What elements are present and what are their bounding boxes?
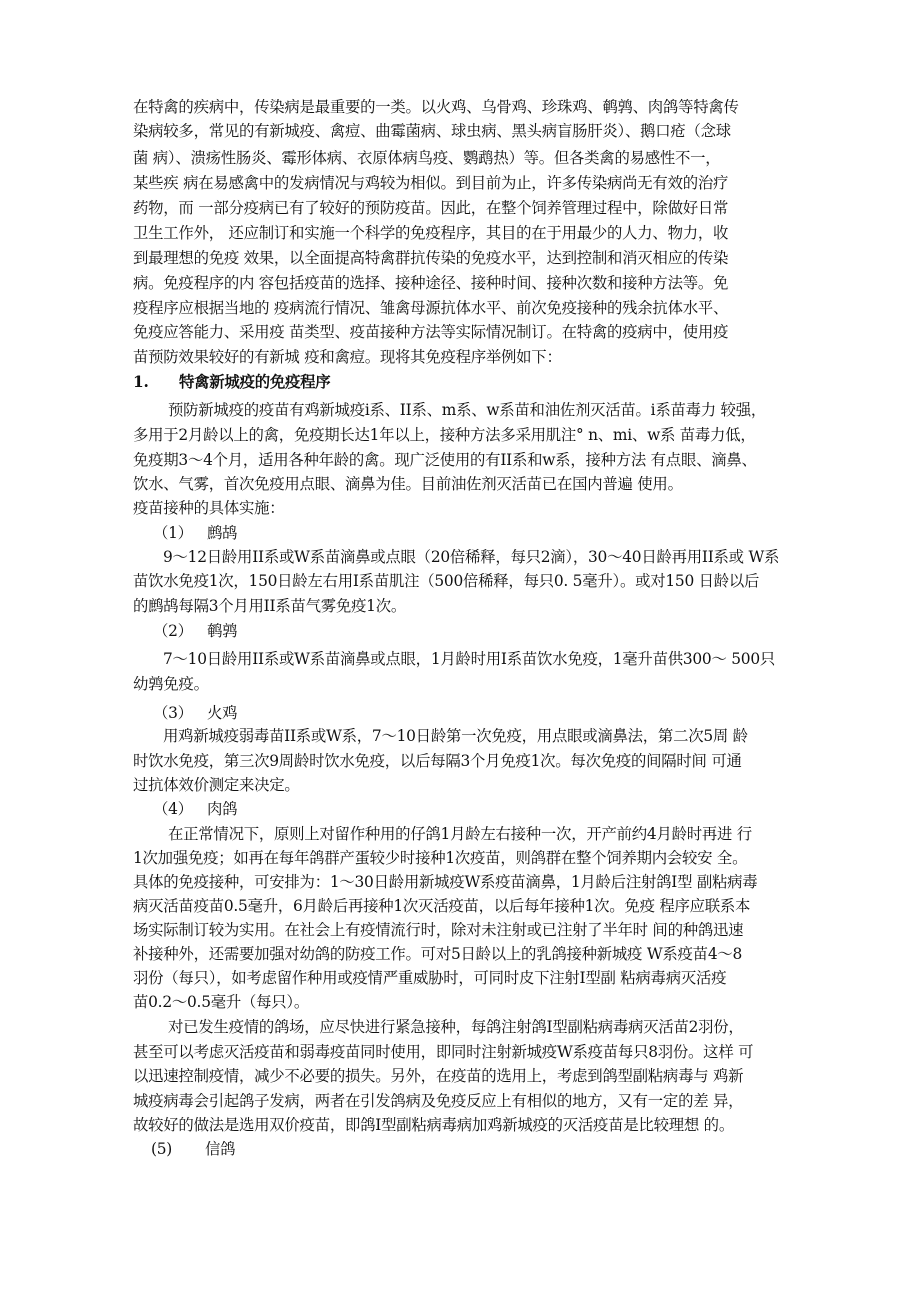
subsection-title: 火鸡 (207, 704, 238, 722)
subsection-number: (5) (151, 1140, 173, 1158)
subsection-line: 时饮水免疫，第三次9周龄时饮水免疫，以后每隔3个月免疫1次。每次免疫的间隔时间 可通 (133, 752, 742, 770)
intro-line: 到最理想的免疫 效果，以全面提高特禽群抗传染的免疫水平，达到控制和消灭相应的传染 (133, 249, 729, 267)
intro-line: 苗预防效果较好的有新城 疫和禽痘。现将其免疫程序举例如下： (133, 348, 562, 366)
subsection-number: （4） (153, 800, 193, 818)
subsection-heading (153, 797, 237, 821)
intro-line: 卫生工作外， 还应制订和实施一个科学的免疫程序，其目的在于用最少的人力、物力，收 (133, 224, 729, 242)
section-line: 疫苗接种的具体实施： (133, 499, 285, 517)
subsection-line: 7～10日龄用II系或W系苗滴鼻或点眼，1月龄时用I系苗饮水免疫，1毫升苗供300～ 500只 (163, 650, 776, 668)
section-heading (133, 370, 330, 394)
section-number: 1. (133, 373, 149, 391)
intro-line: 药物，而 一部分疫病已有了较好的预防疫苗。因此，在整个饲养管理过程中，除做好日常 (133, 199, 729, 217)
subsection-line: 的鹧鸪每隔3个月用II系苗气雾免疫1次。 (133, 597, 406, 615)
subsection-title: 鹧鸪 (207, 524, 238, 542)
subsection-line: 在正常情况下，原则上对留作种用的仔鸽1月龄左右接种一次，开产前约4月龄时再进 行 (168, 825, 752, 843)
subsection-line: 补接种外，还需要加强对幼鸽的防疫工作。可对5日龄以上的乳鸽接种新城疫 W系疫苗4～8 (133, 945, 743, 963)
section-line: 预防新城疫的疫苗有鸡新城疫i系、II系、m系、w系苗和油佐剂灭活苗。i系苗毒力 较强， (168, 401, 766, 419)
subsection-line: 9～12日龄用II系或W系苗滴鼻或点眼（20倍稀释，每只2滴），30～40日龄再用II系或 W系 (163, 548, 780, 566)
subsection-line: 场实际制订较为实用。在社会上有疫情流行时，除对未注射或已注射了半年时 间的种鸽迅速 (133, 921, 744, 939)
subsection-line: 甚至可以考虑灭活疫苗和弱毒疫苗同时使用，即同时注射新城疫W系疫苗每只8羽份。这样 可 (133, 1043, 754, 1061)
subsection-title: 肉鸽 (207, 800, 238, 818)
subsection-line: 羽份（每只），如考虑留作种用或疫情严重威胁时，可同时皮下注射I型副 粘病毒病灭活疫 (133, 969, 727, 987)
subsection-title: 信鸽 (205, 1140, 236, 1158)
subsection-line: 1次加强免疫；如再在每年鸽群产蛋较少时接种1次疫苗，则鸽群在整个饲养期内会较安 全。 (133, 849, 748, 867)
section-line: 多用于2月龄以上的禽，免疫期长达1年以上，接种方法多采用肌注° n、mi、w系 苗毒力低， (133, 426, 756, 444)
intro-line: 免疫应答能力、采用疫 苗类型、疫苗接种方法等实际情况制订。在特禽的疫病中，使用疫 (133, 323, 729, 341)
subsection-line: 以迅速控制疫情，减少不必要的损失。另外，在疫苗的选用上，考虑到鸽型副粘病毒与 鸡新 (133, 1067, 744, 1085)
subsection-line: 幼鹑免疫。 (133, 675, 209, 693)
intro-line: 病。免疫程序的内 容包括疫苗的选择、接种途径、接种时间、接种次数和接种方法等。免 (133, 274, 729, 292)
subsection-line: 苗饮水免疫1次，150日龄左右用I系苗肌注（500倍稀释，每只0. 5毫升）。或对150 日龄以后 (133, 572, 760, 590)
section-title: 特禽新城疫的免疫程序 (179, 373, 331, 391)
subsection-heading (153, 619, 237, 643)
subsection-line: 故较好的做法是选用双价疫苗，即鸽I型副粘病毒病加鸡新城疫的灭活疫苗是比较理想 的。 (133, 1116, 734, 1134)
intro-line: 在特禽的疾病中，传染病是最重要的一类。以火鸡、乌骨鸡、珍珠鸡、鹌鹑、肉鸽等特禽传 (133, 98, 739, 116)
subsection-title: 鹌鹑 (207, 622, 238, 640)
subsection-line: 病灭活苗疫苗0.5毫升，6月龄后再接种1次灭活疫苗，以后每年接种1次。免疫 程序应联系本 (133, 897, 751, 915)
subsection-line: 用鸡新城疫弱毒苗II系或W系，7～10日龄第一次免疫，用点眼或滴鼻法，第二次5周 龄 (163, 727, 748, 745)
subsection-number: （3） (153, 704, 193, 722)
subsection-line: 过抗体效价测定来决定。 (133, 776, 300, 794)
subsection-heading (153, 701, 237, 725)
subsection-number: （1） (153, 524, 193, 542)
subsection-number: （2） (153, 622, 193, 640)
subsection-heading (151, 1137, 235, 1161)
subsection-line: 对已发生疫情的鸽场，应尽快进行紧急接种，每鸽注射鸽I型副粘病毒病灭活苗2羽份， (168, 1018, 744, 1036)
subsection-heading (153, 521, 237, 545)
subsection-line: 苗0.2～0.5毫升（每只）。 (133, 993, 310, 1011)
subsection-line: 具体的免疫接种，可安排为：1～30日龄用新城疫W系疫苗滴鼻，1月龄后注射鸽I型 副粘病毒 (133, 873, 758, 891)
section-line: 免疫期3～4个月，适用各种年龄的禽。现广泛使用的有II系和w系，接种方法 有点眼、滴鼻、 (133, 451, 757, 469)
section-line: 饮水、气雾，首次免疫用点眼、滴鼻为佳。目前油佐剂灭活苗已在国内普遍 使用。 (133, 475, 683, 493)
intro-line: 疫程序应根据当地的 疫病流行情况、雏禽母源抗体水平、前次免疫接种的残余抗体水平、 (133, 299, 729, 317)
intro-line: 菌 病）、溃疡性肠炎、霉形体病、衣原体病鸟疫、鹦鹉热）等。但各类禽的易感性不一， (133, 149, 721, 167)
subsection-line: 城疫病毒会引起鸽子发病，两者在引发鸽病及免疫反应上有相似的地方，又有一定的差 异， (133, 1092, 744, 1110)
intro-line: 某些疾 病在易感禽中的发病情况与鸡较为相似。到目前为止，许多传染病尚无有效的治疗 (133, 174, 729, 192)
intro-line: 染病较多，常见的有新城疫、禽痘、曲霉菌病、球虫病、黑头病盲肠肝炎）、鹅口疮（念球 (133, 122, 731, 140)
